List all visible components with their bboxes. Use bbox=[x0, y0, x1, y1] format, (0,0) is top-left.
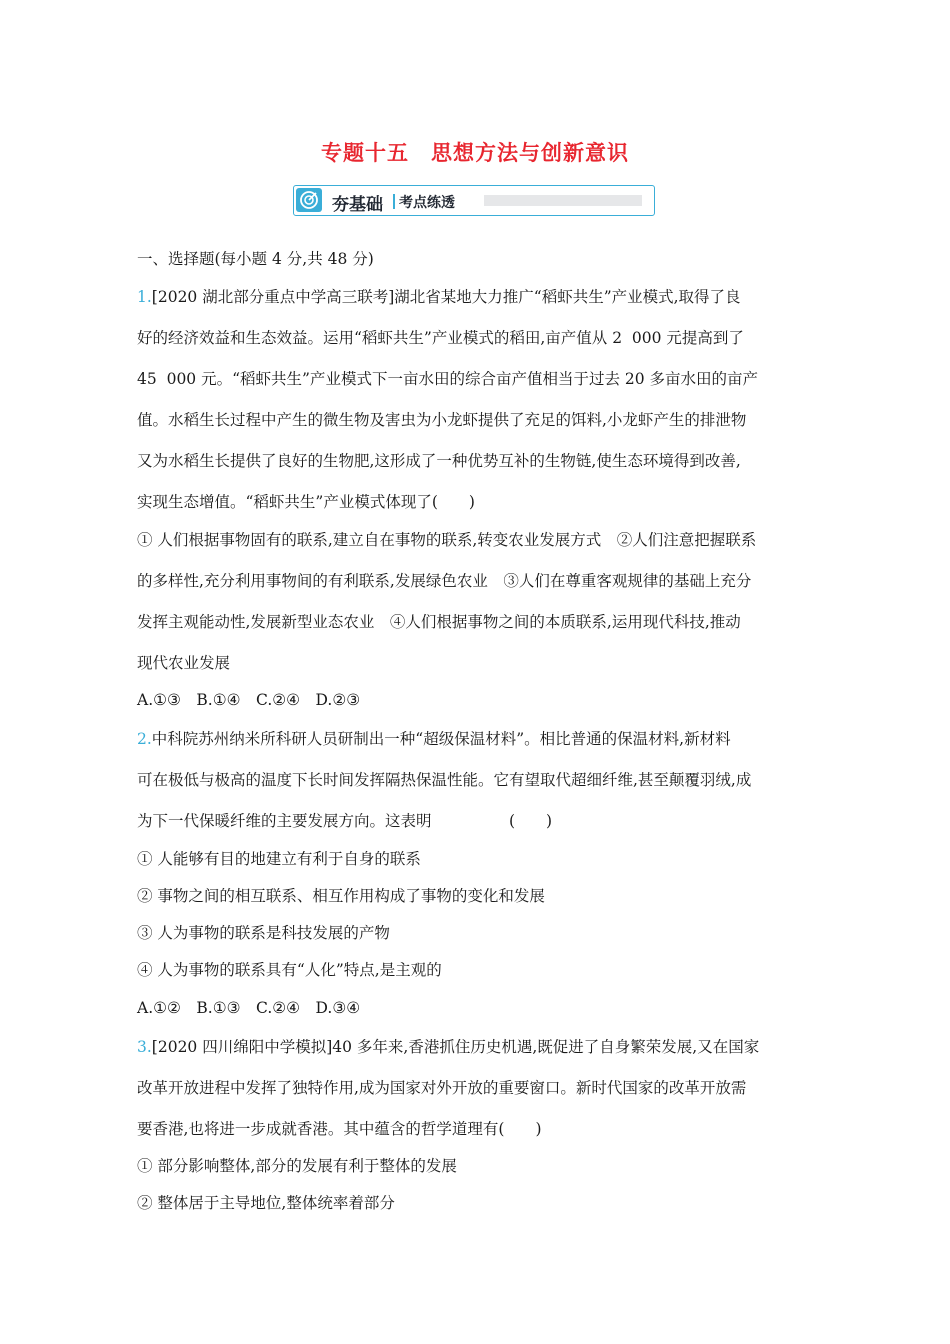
banner-bar bbox=[484, 195, 642, 206]
question-2-option: ④ 人为事物的联系具有“人化”特点,是主观的 bbox=[137, 961, 442, 979]
question-1-option-line: 发挥主观能动性,发展新型业态农业 ④人们根据事物之间的本质联系,运用现代科技,推动 bbox=[137, 613, 741, 631]
question-1-line: 又为水稻生长提供了良好的生物肥,这形成了一种优势互补的生物链,使生态环境得到改善, bbox=[137, 452, 741, 470]
question-1-first-line: 1.[2020 湖北部分重点中学高三联考]湖北省某地大力推广“稻虾共生”产业模式,取得了良 bbox=[137, 288, 741, 306]
question-2-option: ③ 人为事物的联系是科技发展的产物 bbox=[137, 924, 390, 942]
question-2-option: ② 事物之间的相互联系、相互作用构成了事物的变化和发展 bbox=[137, 887, 545, 905]
section-banner bbox=[293, 185, 655, 216]
question-3-line: 要香港,也将进一步成就香港。其中蕴含的哲学道理有( ) bbox=[137, 1120, 542, 1138]
question-1-option-line: ① 人们根据事物固有的联系,建立自在事物的联系,转变农业发展方式 ②人们注意把握联系 bbox=[137, 531, 757, 549]
question-1-option-line: 现代农业发展 bbox=[137, 654, 231, 672]
question-1-line: 好的经济效益和生态效益。运用“稻虾共生”产业模式的稻田,亩产值从 2 000 元提高到了 bbox=[137, 329, 744, 347]
question-1-line: 45 000 元。“稻虾共生”产业模式下一亩水田的综合亩产值相当于过去 20 多亩水田的亩产 bbox=[137, 370, 759, 388]
question-1-line: 值。水稻生长过程中产生的微生物及害虫为小龙虾提供了充足的饵料,小龙虾产生的排泄物 bbox=[137, 411, 747, 429]
question-1-line: 实现生态增值。“稻虾共生”产业模式体现了( ) bbox=[137, 493, 475, 511]
question-2-option: ① 人能够有目的地建立有利于自身的联系 bbox=[137, 850, 421, 868]
banner-sub-label: 考点练透 bbox=[399, 195, 455, 211]
question-2-answers: A.①② B.①③ C.②④ D.③④ bbox=[137, 999, 361, 1017]
banner-main-label: 夯基础 bbox=[332, 195, 383, 215]
page-title: 专题十五 思想方法与创新意识 bbox=[321, 141, 629, 165]
question-3-line: 改革开放进程中发挥了独特作用,成为国家对外开放的重要窗口。新时代国家的改革开放需 bbox=[137, 1079, 747, 1097]
question-number: 1. bbox=[137, 288, 152, 306]
section-heading: 一、选择题(每小题 4 分,共 48 分) bbox=[137, 250, 374, 268]
question-3-first-line: 3.[2020 四川绵阳中学模拟]40 多年来,香港抓住历史机遇,既促进了自身繁荣发展,又在国家 bbox=[137, 1038, 760, 1056]
question-3-option: ② 整体居于主导地位,整体统率着部分 bbox=[137, 1194, 395, 1212]
question-1-option-line: 的多样性,充分利用事物间的有利联系,发展绿色农业 ③人们在尊重客观规律的基础上充分 bbox=[137, 572, 752, 590]
target-icon bbox=[296, 188, 322, 212]
question-3-option: ① 部分影响整体,部分的发展有利于整体的发展 bbox=[137, 1157, 457, 1175]
question-2-first-line: 2.中科院苏州纳米所科研人员研制出一种“超级保温材料”。相比普通的保温材料,新材料 bbox=[137, 730, 731, 748]
banner-divider bbox=[393, 194, 395, 209]
question-1-answers: A.①③ B.①④ C.②④ D.②③ bbox=[137, 691, 361, 709]
question-2-line: 可在极低与极高的温度下长时间发挥隔热保温性能。它有望取代超细纤维,甚至颠覆羽绒,成 bbox=[137, 771, 752, 789]
question-number: 2. bbox=[137, 730, 152, 748]
question-2-line: 为下一代保暖纤维的主要发展方向。这表明 ( ) bbox=[137, 812, 553, 830]
question-number: 3. bbox=[137, 1038, 152, 1056]
